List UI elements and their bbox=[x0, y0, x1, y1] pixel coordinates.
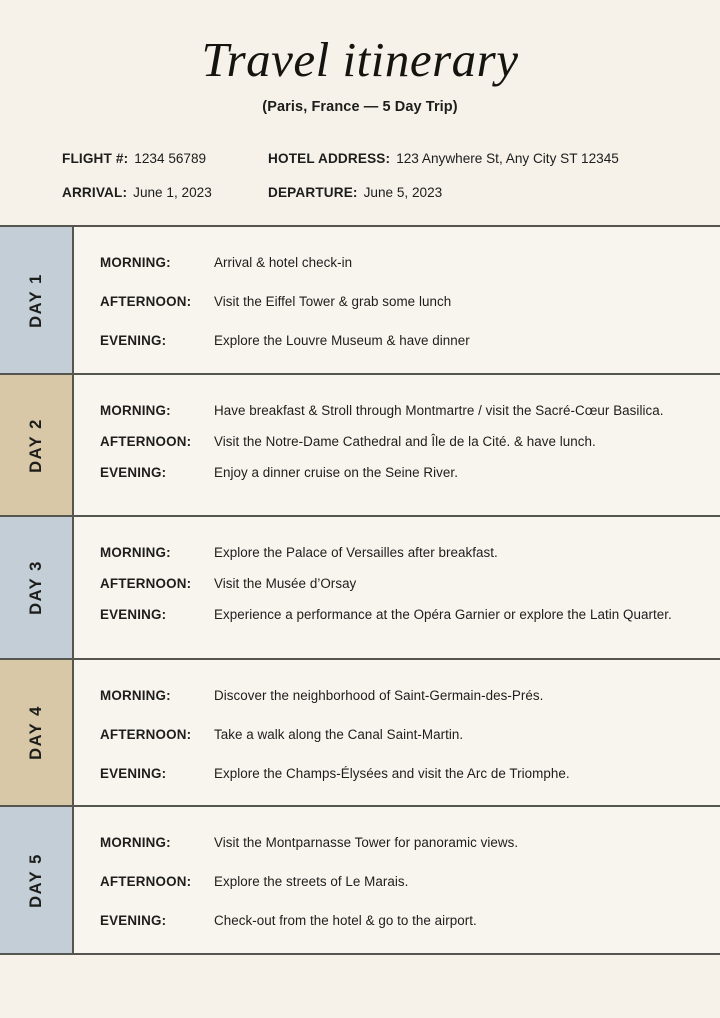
entry-text-afternoon: Visit the Notre-Dame Cathedral and Île de la Cité. & have lunch. bbox=[214, 433, 596, 449]
entry-label-morning: MORNING: bbox=[100, 687, 171, 703]
day-tab-3 bbox=[0, 517, 74, 657]
document-header bbox=[0, 0, 720, 200]
entry-text-afternoon: Visit the Musée d’Orsay bbox=[214, 576, 357, 592]
entry-text-afternoon: Explore the streets of Le Marais. bbox=[214, 874, 409, 890]
entry-label-afternoon: AFTERNOON: bbox=[100, 874, 192, 890]
entry-afternoon bbox=[100, 872, 686, 892]
entry-text-afternoon: Visit the Eiffel Tower & grab some lunch bbox=[214, 294, 452, 310]
entry-label-evening: EVENING: bbox=[100, 765, 167, 781]
entry-label-afternoon: AFTERNOON: bbox=[100, 576, 192, 592]
entry-morning bbox=[100, 543, 686, 563]
entry-evening bbox=[100, 911, 686, 931]
entry-text-evening: Enjoy a dinner cruise on the Seine River. bbox=[214, 464, 458, 480]
entry-text-morning: Explore the Palace of Versailles after breakfast. bbox=[214, 545, 498, 561]
day-body-3 bbox=[74, 517, 720, 657]
entry-text-afternoon: Take a walk along the Canal Saint-Martin. bbox=[214, 726, 464, 742]
day-body-4 bbox=[74, 660, 720, 805]
entry-text-evening: Explore the Louvre Museum & have dinner bbox=[214, 333, 470, 349]
entry-label-evening: EVENING: bbox=[100, 333, 167, 349]
flight-number-label: FLIGHT #: bbox=[62, 151, 129, 167]
day-body-2 bbox=[74, 375, 720, 515]
arrival-value: June 1, 2023 bbox=[133, 185, 212, 201]
entry-morning bbox=[100, 833, 686, 853]
entry-morning bbox=[100, 401, 686, 421]
entry-text-morning: Arrival & hotel check-in bbox=[214, 255, 353, 271]
day-row bbox=[0, 517, 720, 659]
hotel-address-value: 123 Anywhere St, Any City ST 12345 bbox=[396, 151, 619, 167]
entry-evening bbox=[100, 331, 686, 351]
day-tab-5 bbox=[0, 807, 74, 952]
day-tab-label: DAY 5 bbox=[26, 852, 45, 908]
flight-number-field bbox=[62, 151, 268, 166]
day-tab-label: DAY 1 bbox=[26, 272, 45, 328]
page-subtitle: (Paris, France — 5 Day Trip) bbox=[262, 99, 458, 116]
day-tab-label: DAY 3 bbox=[26, 560, 45, 616]
entry-afternoon bbox=[100, 432, 686, 452]
entry-evening bbox=[100, 463, 686, 483]
entry-label-afternoon: AFTERNOON: bbox=[100, 294, 192, 310]
entry-label-morning: MORNING: bbox=[100, 255, 171, 271]
entry-text-evening: Explore the Champs-Élysées and visit the Arc de Triomphe. bbox=[214, 765, 570, 781]
entry-evening bbox=[100, 764, 686, 784]
day-row bbox=[0, 807, 720, 954]
departure-value: June 5, 2023 bbox=[363, 185, 443, 201]
trip-details bbox=[0, 151, 720, 200]
entry-label-evening: EVENING: bbox=[100, 913, 167, 929]
arrival-field bbox=[62, 185, 268, 200]
entry-label-morning: MORNING: bbox=[100, 545, 171, 561]
trip-details-row-2 bbox=[62, 185, 680, 200]
entry-label-evening: EVENING: bbox=[100, 464, 167, 480]
day-tab-4 bbox=[0, 660, 74, 805]
page-title: Travel itinerary bbox=[201, 32, 519, 87]
entry-label-morning: MORNING: bbox=[100, 835, 171, 851]
day-tab-2 bbox=[0, 375, 74, 515]
hotel-address-field bbox=[268, 151, 619, 166]
entry-afternoon bbox=[100, 574, 686, 594]
entry-text-evening: Experience a performance at the Opéra Garnier or explore the Latin Quarter. bbox=[214, 607, 672, 623]
entry-text-morning: Discover the neighborhood of Saint-Germain-des-Prés. bbox=[214, 687, 544, 703]
day-row bbox=[0, 375, 720, 517]
entry-morning bbox=[100, 686, 686, 706]
entry-afternoon bbox=[100, 725, 686, 745]
entry-label-afternoon: AFTERNOON: bbox=[100, 726, 192, 742]
entry-label-morning: MORNING: bbox=[100, 402, 171, 418]
departure-field bbox=[268, 185, 442, 200]
entry-text-evening: Check-out from the hotel & go to the airport. bbox=[214, 913, 477, 929]
entry-text-morning: Visit the Montparnasse Tower for panoramic views. bbox=[214, 835, 519, 851]
day-body-5 bbox=[74, 807, 720, 952]
trip-details-row-1 bbox=[62, 151, 680, 166]
day-tab-label: DAY 2 bbox=[26, 417, 45, 473]
flight-number-value: 1234 56789 bbox=[134, 151, 207, 167]
entry-label-evening: EVENING: bbox=[100, 607, 167, 623]
day-body-1 bbox=[74, 227, 720, 372]
day-tab-1 bbox=[0, 227, 74, 372]
entry-evening bbox=[100, 605, 686, 625]
entry-afternoon bbox=[100, 292, 686, 312]
day-row bbox=[0, 227, 720, 374]
itinerary-table bbox=[0, 225, 720, 954]
entry-text-morning: Have breakfast & Stroll through Montmartre / visit the Sacré-Cœur Basilica. bbox=[214, 402, 664, 418]
entry-morning bbox=[100, 253, 686, 273]
departure-label: DEPARTURE: bbox=[268, 185, 358, 201]
hotel-address-label: HOTEL ADDRESS: bbox=[268, 151, 391, 167]
day-tab-label: DAY 4 bbox=[26, 705, 45, 761]
day-row bbox=[0, 660, 720, 807]
entry-label-afternoon: AFTERNOON: bbox=[100, 433, 192, 449]
arrival-label: ARRIVAL: bbox=[62, 185, 128, 201]
